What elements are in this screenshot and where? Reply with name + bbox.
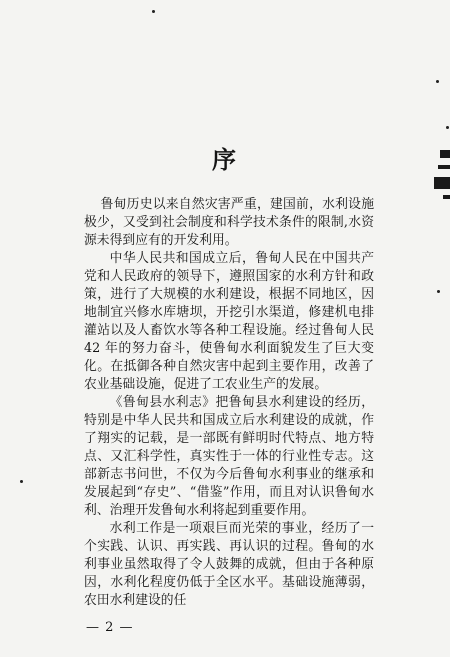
paragraph-2: 中华人民共和国成立后，鲁甸人民在中国共产党和人民政府的领导下，遵照国家的水利方针和政策，进行了大规模的水利建设，根据不同地区，因地制宜兴修水库塘坝，开挖引水渠道，修建机电排灌站以及人畜饮水等各种工程设施。经过鲁甸人民 42 年的努力奋斗，使鲁甸水利面貌发生了巨大变化。在抵御各种自然灾害中起到主要作用，改善了农业基础设施，促进了工农业生产的发展。: [84, 251, 374, 392]
scan-dot: [436, 80, 439, 83]
page-title: 序: [212, 145, 238, 174]
scan-mark: [443, 195, 450, 199]
scan-mark: [434, 177, 450, 189]
paragraph-3: 《鲁甸县水利志》把鲁甸县水利建设的经历，特别是中华人民共和国成立后水利建设的成就，作了翔实的记载，是一部既有鲜明时代特点、地方特点、又汇科学性，真实性于一体的行业性专志。这部新志书问世，不仅为今后鲁甸水利事业的继承和发展起到“存史”、“借鉴”作用，而且对认识鲁甸水利、治理开发鲁甸水利将起到重要作用。: [84, 395, 374, 518]
paragraph-4: 水利工作是一项艰巨而光荣的事业，经历了一个实践、认识、再实践、再认识的过程。鲁甸的水利事业虽然取得了令人鼓舞的成就，但由于各种原因，水利化程度仍低于全区水平。基础设施薄弱，农田水利建设的任: [84, 521, 374, 608]
scan-dot: [20, 480, 23, 483]
paragraph-1: 鲁甸历史以来自然灾害严重，建国前，水利设施极少，又受到社会制度和科学技术条件的限制,水资源未得到应有的开发利用。: [84, 197, 374, 248]
scan-dot: [152, 10, 155, 13]
scan-mark: [438, 165, 450, 169]
scan-dot: [437, 290, 440, 293]
scan-mark: [440, 150, 450, 158]
body-text: [84, 196, 374, 610]
scan-dot: [446, 126, 449, 129]
page-number: — 2 —: [86, 620, 134, 635]
